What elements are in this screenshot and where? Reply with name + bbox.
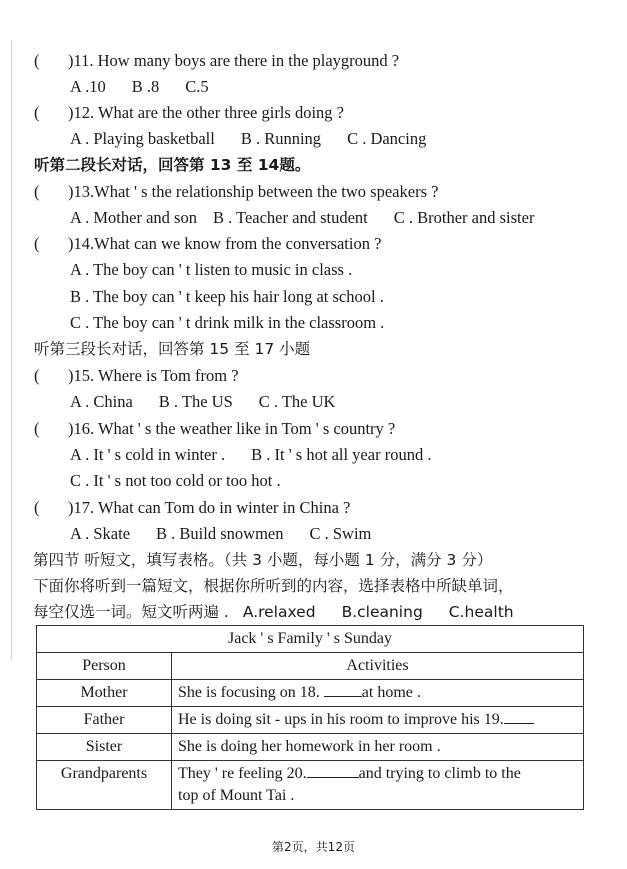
option-a: A . China <box>70 392 133 411</box>
question-14 <box>34 234 381 254</box>
option-c: C.5 <box>185 77 209 96</box>
activity-cell <box>172 707 584 734</box>
question-17 <box>34 498 350 518</box>
question-12-options <box>70 129 426 149</box>
choice-b: B.cleaning <box>341 603 423 621</box>
answer-blank-18[interactable] <box>324 682 362 697</box>
section-3-heading: 听第三段长对话，回答第 15 至 17 小题 <box>34 340 311 358</box>
person-cell: Grandparents <box>37 761 172 810</box>
option-a: A . Mother and son <box>70 208 197 227</box>
section-4-instructions-2 <box>33 602 514 622</box>
table-row <box>37 707 584 734</box>
question-15 <box>34 366 239 386</box>
question-stem: )11. How many boys are there in the playground ? <box>68 51 400 70</box>
question-stem: )12. What are the other three girls doing ? <box>68 103 344 122</box>
option-c: C . The boy can ' t drink milk in the classroom . <box>70 313 385 332</box>
question-stem: )13.What ' s the relationship between the two speakers ? <box>68 182 439 201</box>
answer-blank-20[interactable] <box>307 763 359 778</box>
column-header-person: Person <box>37 653 172 680</box>
question-16-options-ab <box>70 445 431 465</box>
option-a: A . The boy can ' t listen to music in class . <box>70 260 353 279</box>
option-b: B . The boy can ' t keep his hair long at school . <box>70 287 384 306</box>
option-c: C . The UK <box>258 392 336 411</box>
table-row <box>37 680 584 707</box>
option-b: B . Build snowmen <box>156 524 284 543</box>
option-b: B .8 <box>131 77 160 96</box>
section-2-heading: 听第二段长对话，回答第 13 至 14题。 <box>34 156 311 174</box>
margin-line <box>11 40 12 660</box>
question-stem: )15. Where is Tom from ? <box>68 366 239 385</box>
option-c: C . Brother and sister <box>393 208 535 227</box>
page-footer: 第2页，共12页 <box>272 840 355 854</box>
section-4-title: 第四节 听短文，填写表格。（共 3 小题，每小题 1 分，满分 3 分） <box>33 551 493 569</box>
activity-text: They ' re feeling 20. <box>178 765 307 782</box>
person-cell: Mother <box>37 680 172 707</box>
option-a: A . It ' s cold in winter . <box>70 445 226 464</box>
answer-paren[interactable]: ( <box>34 366 40 385</box>
table-row <box>37 761 584 810</box>
option-a: A .10 <box>70 77 106 96</box>
fill-in-table <box>36 625 584 810</box>
option-a: A . Skate <box>70 524 131 543</box>
option-c: C . It ' s not too cold or too hot . <box>70 471 281 490</box>
option-b: B . Running <box>240 129 322 148</box>
option-c: C . Swim <box>309 524 372 543</box>
instructions-text: 每空仅选一词。短文听两遍 . <box>33 603 229 621</box>
activity-text: at home . <box>361 684 421 701</box>
question-stem: )14.What can we know from the conversation ? <box>68 234 382 253</box>
table-title: Jack ' s Family ' s Sunday <box>37 626 584 653</box>
option-b: B . The US <box>158 392 233 411</box>
question-11-options <box>70 77 209 97</box>
option-a: A . Playing basketball <box>70 129 215 148</box>
answer-paren[interactable]: ( <box>34 498 40 517</box>
question-12 <box>34 103 344 123</box>
answer-paren[interactable]: ( <box>34 51 40 70</box>
answer-blank-19[interactable] <box>504 709 534 724</box>
answer-paren[interactable]: ( <box>34 182 40 201</box>
activity-cell: She is doing her homework in her room . <box>172 734 584 761</box>
activity-cell <box>172 761 584 810</box>
section-4-instructions: 下面你将听到一篇短文，根据你所听到的内容，选择表格中所缺单词， <box>33 577 514 595</box>
answer-paren[interactable]: ( <box>34 234 40 253</box>
person-cell: Father <box>37 707 172 734</box>
activity-text: and trying to climb to the <box>358 765 521 782</box>
activity-text: top of Mount Tai . <box>178 787 295 804</box>
question-13 <box>34 182 438 202</box>
activity-text: He is doing sit - ups in his room to improve his 19. <box>178 711 504 728</box>
question-stem: )17. What can Tom do in winter in China ? <box>68 498 351 517</box>
question-11 <box>34 51 399 71</box>
question-stem: )16. What ' s the weather like in Tom ' s country ? <box>68 419 396 438</box>
question-15-options <box>70 392 335 412</box>
column-header-activities: Activities <box>172 653 584 680</box>
choice-c: C.health <box>448 603 514 621</box>
option-b: B . It ' s hot all year round . <box>251 445 432 464</box>
option-b: B . Teacher and student <box>212 208 368 227</box>
question-16 <box>34 419 395 439</box>
activity-cell <box>172 680 584 707</box>
option-c: C . Dancing <box>347 129 427 148</box>
person-cell: Sister <box>37 734 172 761</box>
choice-a: A.relaxed <box>242 603 316 621</box>
answer-paren[interactable]: ( <box>34 419 40 438</box>
activity-text: She is focusing on 18. <box>178 684 320 701</box>
question-13-options <box>70 208 534 228</box>
answer-paren[interactable]: ( <box>34 103 40 122</box>
table-row <box>37 734 584 761</box>
question-17-options <box>70 524 371 544</box>
